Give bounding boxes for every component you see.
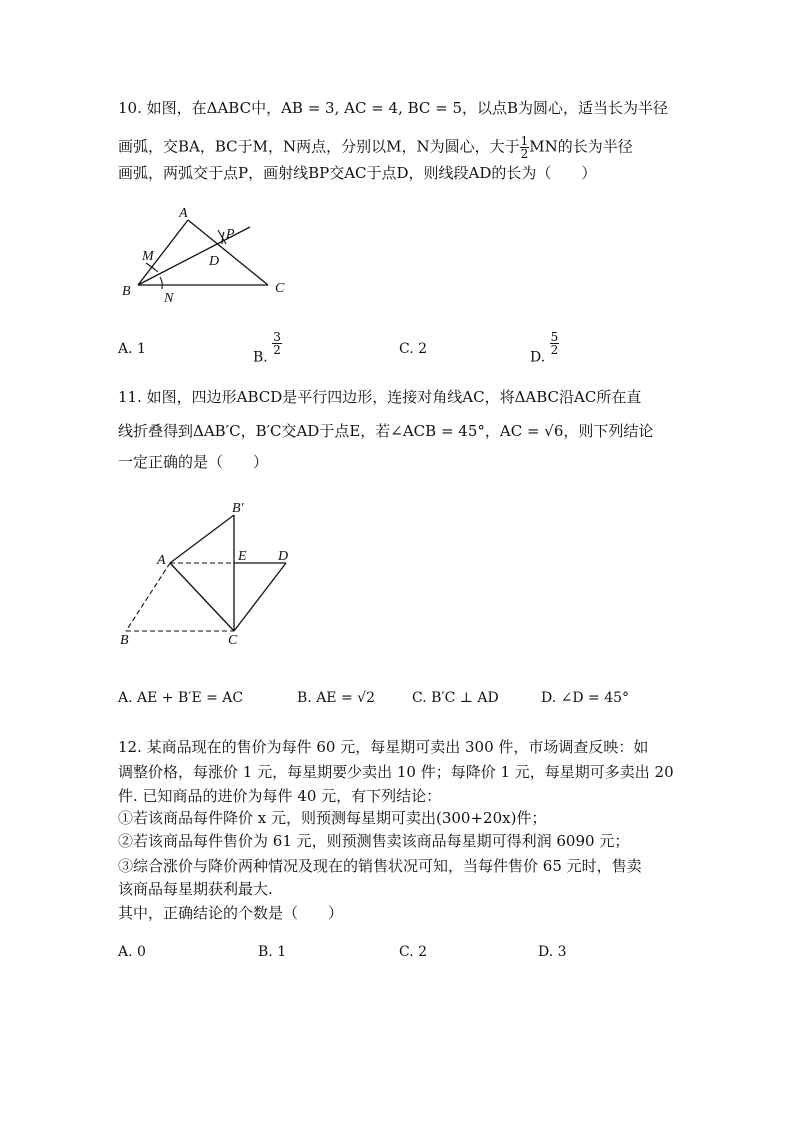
q10-option-b-fraction [272, 331, 282, 356]
q12-option-c: C. 2 [399, 944, 428, 960]
q10-option-b-prefix: B. [253, 349, 268, 366]
q11-label-d: D [278, 549, 289, 564]
q12-line-1: 12. 某商品现在的售价为每件 60 元，每星期可卖出 300 件，市场调查反映：如 [118, 738, 649, 756]
q10-arc-n [160, 277, 162, 289]
q11-label-c: C [228, 633, 238, 648]
q10-label-n: N [164, 291, 174, 305]
q11-label-a: A [157, 553, 166, 568]
q10-option-d [530, 331, 559, 366]
q12-line-3: 件. 已知商品的进价为每件 40 元，有下列结论： [118, 787, 442, 805]
q10-line-2 [118, 135, 633, 160]
q11-line-1: 11. 如图，四边形ABCD是平行四边形，连接对角线AC，将ΔABC沿AC所在直 [118, 388, 642, 406]
q12-line-7: 该商品每星期获利最大. [118, 880, 273, 898]
q11-segment-ab-prime [170, 515, 234, 563]
q12-option-b: B. 1 [258, 944, 287, 960]
q10-line-2-part-a: 画弧，交BA，BC于M，N两点，分别以M，N为圆心，大于 [118, 137, 520, 156]
q10-label-c: C [275, 281, 285, 296]
q12-line-8: 其中，正确结论的个数是（ ） [118, 904, 344, 922]
q10-label-a: A [179, 206, 188, 221]
q10-option-a: A. 1 [118, 341, 146, 357]
q12-option-a: A. 0 [118, 944, 146, 960]
q10-option-b-den: 2 [273, 343, 281, 357]
q10-half-den: 2 [520, 147, 529, 161]
q12-line-4: ①若该商品每件降价 x 元，则预测每星期可卖出(300+20x)件； [118, 809, 547, 827]
q11-option-a: A. AE + B′E = AC [118, 690, 244, 706]
q10-option-b [253, 331, 282, 366]
q10-label-m: M [142, 249, 154, 264]
q12-line-6: ③综合涨价与降价两种情况及现在的销售状况可知，当每件售价 65 元时，售卖 [118, 857, 642, 875]
q10-option-d-num: 5 [550, 330, 559, 344]
q11-line-2: 线折叠得到ΔAB′C，B′C交AD于点E，若∠ACB = 45°，AC = √6，则下列结论 [118, 422, 654, 440]
q10-half-fraction [520, 135, 530, 160]
q10-label-d: D [209, 254, 220, 269]
q11-figure [118, 498, 308, 653]
q11-dashed-ab [126, 563, 170, 631]
q10-option-d-fraction [550, 331, 560, 356]
q11-segment-dc [234, 563, 286, 631]
q10-option-d-den: 2 [550, 343, 559, 357]
q10-arc-m [146, 263, 158, 272]
q10-line-1: 10. 如图，在ΔABC中，AB = 3, AC = 4, BC = 5，以点B为圆心，适当长为半径 [118, 99, 669, 117]
q10-half-num: 1 [520, 134, 529, 148]
q11-option-b: B. AE = √2 [297, 690, 375, 706]
q10-line-3: 画弧，两弧交于点P，画射线BP交AC于点D，则线段AD的长为（ ） [118, 164, 597, 182]
q11-option-d: D. ∠D = 45° [541, 690, 630, 706]
q11-segment-ac [170, 563, 234, 631]
q10-option-c: C. 2 [399, 341, 428, 357]
q10-label-p: P [226, 227, 235, 242]
q11-label-b: B [120, 633, 129, 648]
q10-option-b-num: 3 [273, 330, 281, 344]
q12-line-2: 调整价格，每涨价 1 元，每星期要少卖出 10 件；每降价 1 元，每星期可多卖出 20 [118, 763, 674, 781]
q10-line-2-part-b: MN的长为半径 [529, 137, 633, 156]
q10-figure [118, 205, 308, 305]
q11-label-e: E [238, 549, 247, 564]
q11-line-3: 一定正确的是（ ） [118, 453, 269, 471]
q11-option-c: C. B′C ⊥ AD [412, 690, 499, 706]
q12-option-d: D. 3 [538, 944, 567, 960]
q10-option-d-prefix: D. [530, 349, 546, 366]
q12-line-5: ②若该商品每件售价为 61 元，则预测售卖该商品每星期可得利润 6090 元； [118, 832, 630, 850]
q10-label-b: B [122, 284, 131, 299]
q11-label-b-prime: B′ [232, 501, 244, 516]
